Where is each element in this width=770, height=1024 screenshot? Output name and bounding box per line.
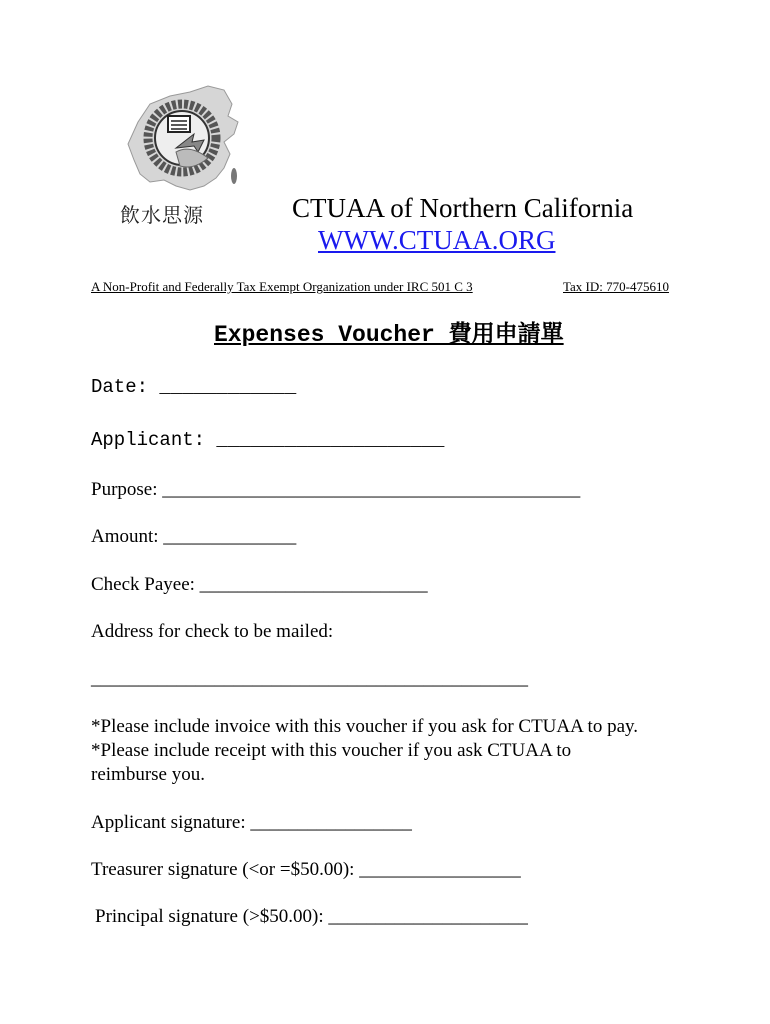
- address-field[interactable]: ______________________________________________: [91, 668, 528, 689]
- note-receipt-line-2: reimburse you.: [91, 764, 205, 785]
- applicant-signature-field[interactable]: Applicant signature: _________________: [91, 812, 412, 833]
- amount-field[interactable]: Amount: ______________: [91, 526, 297, 547]
- address-label: Address for check to be mailed:: [91, 621, 334, 642]
- form-title: Expenses Voucher 費用申請單: [214, 322, 564, 348]
- organization-tagline: A Non-Profit and Federally Tax Exempt Organization under IRC 501 C 3: [91, 279, 473, 294]
- principal-signature-field[interactable]: Principal signature (>$50.00): _____________________: [95, 906, 528, 927]
- note-receipt-line-1: *Please include receipt with this voucher if you ask CTUAA to: [91, 740, 572, 761]
- check-payee-field[interactable]: Check Payee: ________________________: [91, 574, 428, 595]
- date-field[interactable]: Date: ____________: [91, 376, 297, 398]
- taiwan-island: [231, 168, 237, 184]
- treasurer-signature-field[interactable]: Treasurer signature (<or =$50.00): _________________: [91, 859, 521, 880]
- note-invoice: *Please include invoice with this voucher if you ask for CTUAA to pay.: [91, 716, 639, 737]
- logo-chinese-motto: 飲水思源: [120, 203, 204, 227]
- purpose-field[interactable]: Purpose: ____________________________________________: [91, 479, 581, 500]
- tax-id: Tax ID: 770-475610: [563, 279, 669, 294]
- organization-website-link[interactable]: WWW.CTUAA.ORG: [318, 225, 556, 255]
- organization-name: CTUAA of Northern California: [292, 193, 634, 223]
- applicant-field[interactable]: Applicant: ____________________: [91, 429, 445, 451]
